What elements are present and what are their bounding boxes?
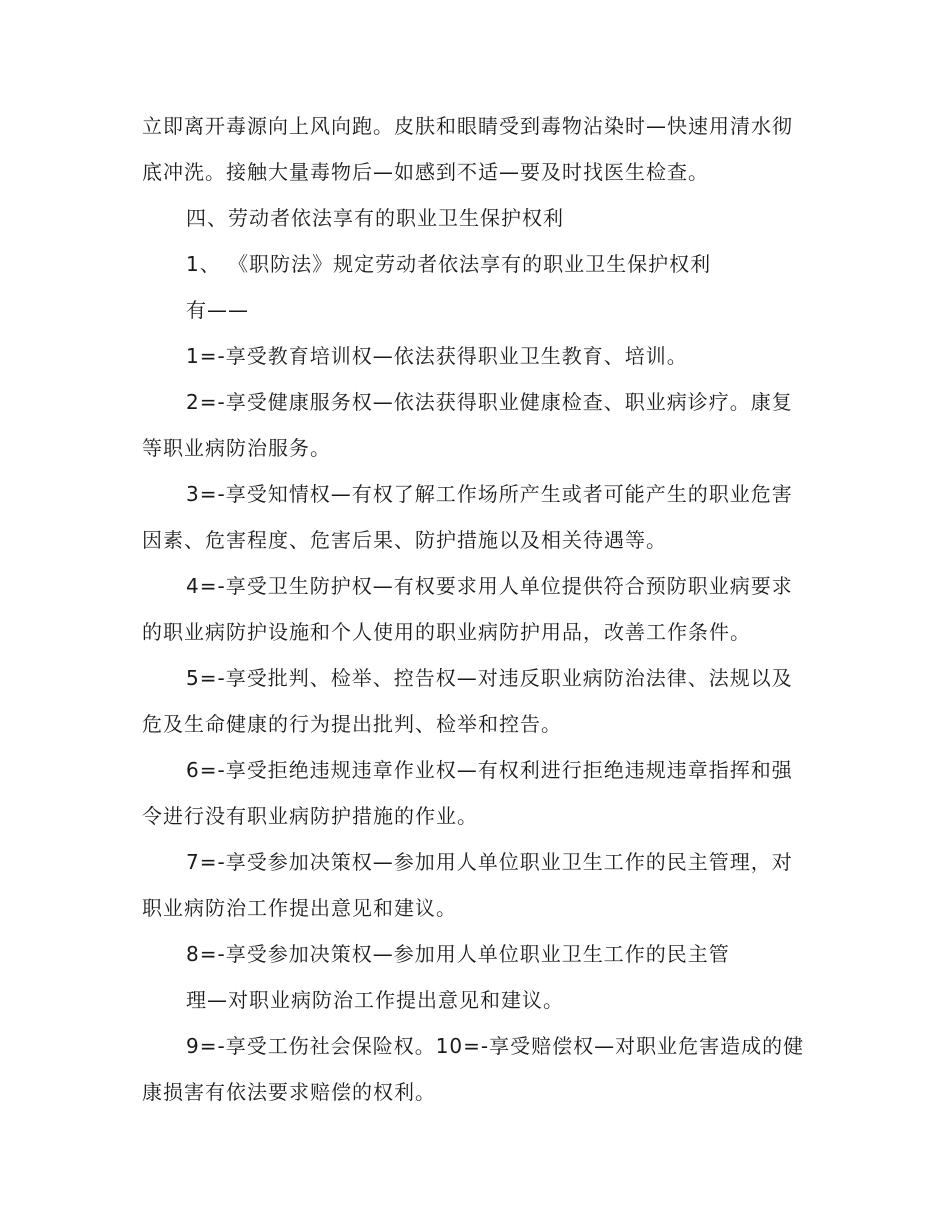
- paragraph: 8=-享受参加决策权—参加用人单位职业卫生工作的民主管: [186, 942, 730, 966]
- document-body: [142, 103, 810, 1115]
- paragraph: 2=-享受健康服务权—依法获得职业健康检查、职业病诊疗。康复等职业病防治服务。: [142, 390, 793, 460]
- paragraph: 4=-享受卫生防护权—有权要求用人单位提供符合预防职业病要求的职业病防护设施和个人使用的职业病防护用品，改善工作条件。: [142, 574, 793, 644]
- paragraph: 理—对职业病防治工作提出意见和建议。: [186, 988, 564, 1012]
- paragraph: 9=-享受工伤社会保险权。10=-享受赔偿权—对职业危害造成的健康损害有依法要求赔偿的权利。: [142, 1034, 805, 1104]
- paragraph: 四、劳动者依法享有的职业卫生保护权利: [186, 206, 564, 230]
- paragraph: 3=-享受知情权—有权了解工作场所产生或者可能产生的职业危害因素、危害程度、危害后果、防护措施以及相关待遇等。: [142, 482, 793, 552]
- paragraph: 有——: [186, 298, 249, 322]
- paragraph: 7=-享受参加决策权—参加用人单位职业卫生工作的民主管理，对职业病防治工作提出意见和建议。: [142, 850, 793, 920]
- paragraph: 立即离开毒源向上风向跑。皮肤和眼睛受到毒物沾染时—快速用清水彻底冲洗。接触大量毒物后—如感到不适—要及时找医生检查。: [142, 114, 793, 184]
- paragraph: 1、 《职防法》规定劳动者依法享有的职业卫生保护权利: [186, 252, 712, 276]
- paragraph: 5=-享受批判、检举、控告权—对违反职业病防治法律、法规以及危及生命健康的行为提出批判、检举和控告。: [142, 666, 793, 736]
- paragraph: 1=-享受教育培训权—依法获得职业卫生教育、培训。: [186, 344, 688, 368]
- paragraph: 6=-享受拒绝违规违章作业权—有权利进行拒绝违规违章指挥和强令进行没有职业病防护措施的作业。: [142, 758, 793, 828]
